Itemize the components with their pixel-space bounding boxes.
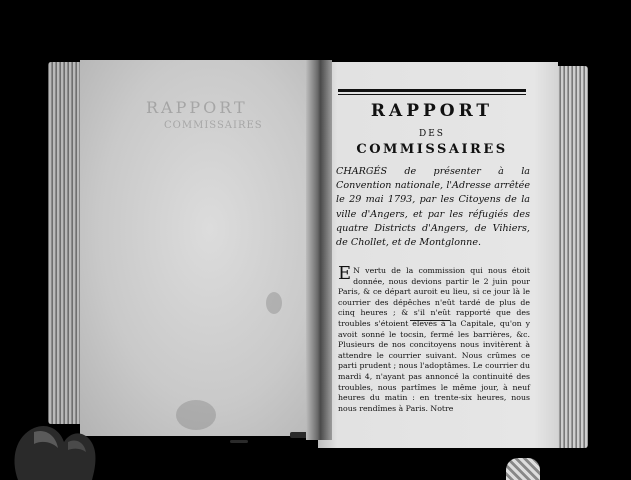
gloved-hand [0, 408, 120, 480]
page-stain [266, 292, 282, 314]
left-fore-edge [48, 62, 84, 424]
header-rule-thin [338, 94, 526, 95]
book-gutter [306, 60, 332, 440]
report-body [338, 263, 530, 414]
drop-cap: E [338, 263, 352, 284]
show-through-subtitle: COMMISSAIRES [164, 120, 263, 131]
book-clip [506, 458, 540, 480]
show-through-title: RAPPORT [146, 98, 248, 117]
report-title-commissaires: COMMISSAIRES [356, 142, 508, 157]
report-title-des: DES [419, 129, 445, 139]
report-body-text: N vertu de la commission qui nous étoit donnée, nous devions partir le 2 juin pour Paris, & ce départ auroit eu lieu, si ce jour là le courrier des dépêches n'eût tardé de plus de cinq heures ; & s'il n'eût rapporté que des troubles s'étoient élevés à la Capitale, qu'on y avoit sonné le tocsin, fermé les barrières, &c. Plusieurs de nos concitoyens nous invitèrent à attendre le courrier suivant. Nous crûmes ce parti prudent ; nous l'adoptâmes. Le courrier du mardi 4, n'ayant pas annoncé la continuité des troubles, nous partîmes le même jour, à neuf heures du matin : en trente-six heures, nous nous rendîmes à Paris. Notre [338, 266, 530, 413]
left-page [80, 60, 316, 436]
report-title: RAPPORT [370, 101, 494, 121]
report-subtitle: CHARGÉS de présenter à la Convention nationale, l'Adresse arrêtée le 29 mai 1793, par les Citoyens de la ville d'Angers, et par les réfugiés des quatre Districts d'Angers, de Vihiers, de Chollet, et de Montglonne. [336, 166, 530, 249]
page-stain [176, 400, 216, 430]
ink-blot [230, 440, 248, 443]
book [48, 58, 588, 458]
header-rule-thick [338, 89, 526, 92]
